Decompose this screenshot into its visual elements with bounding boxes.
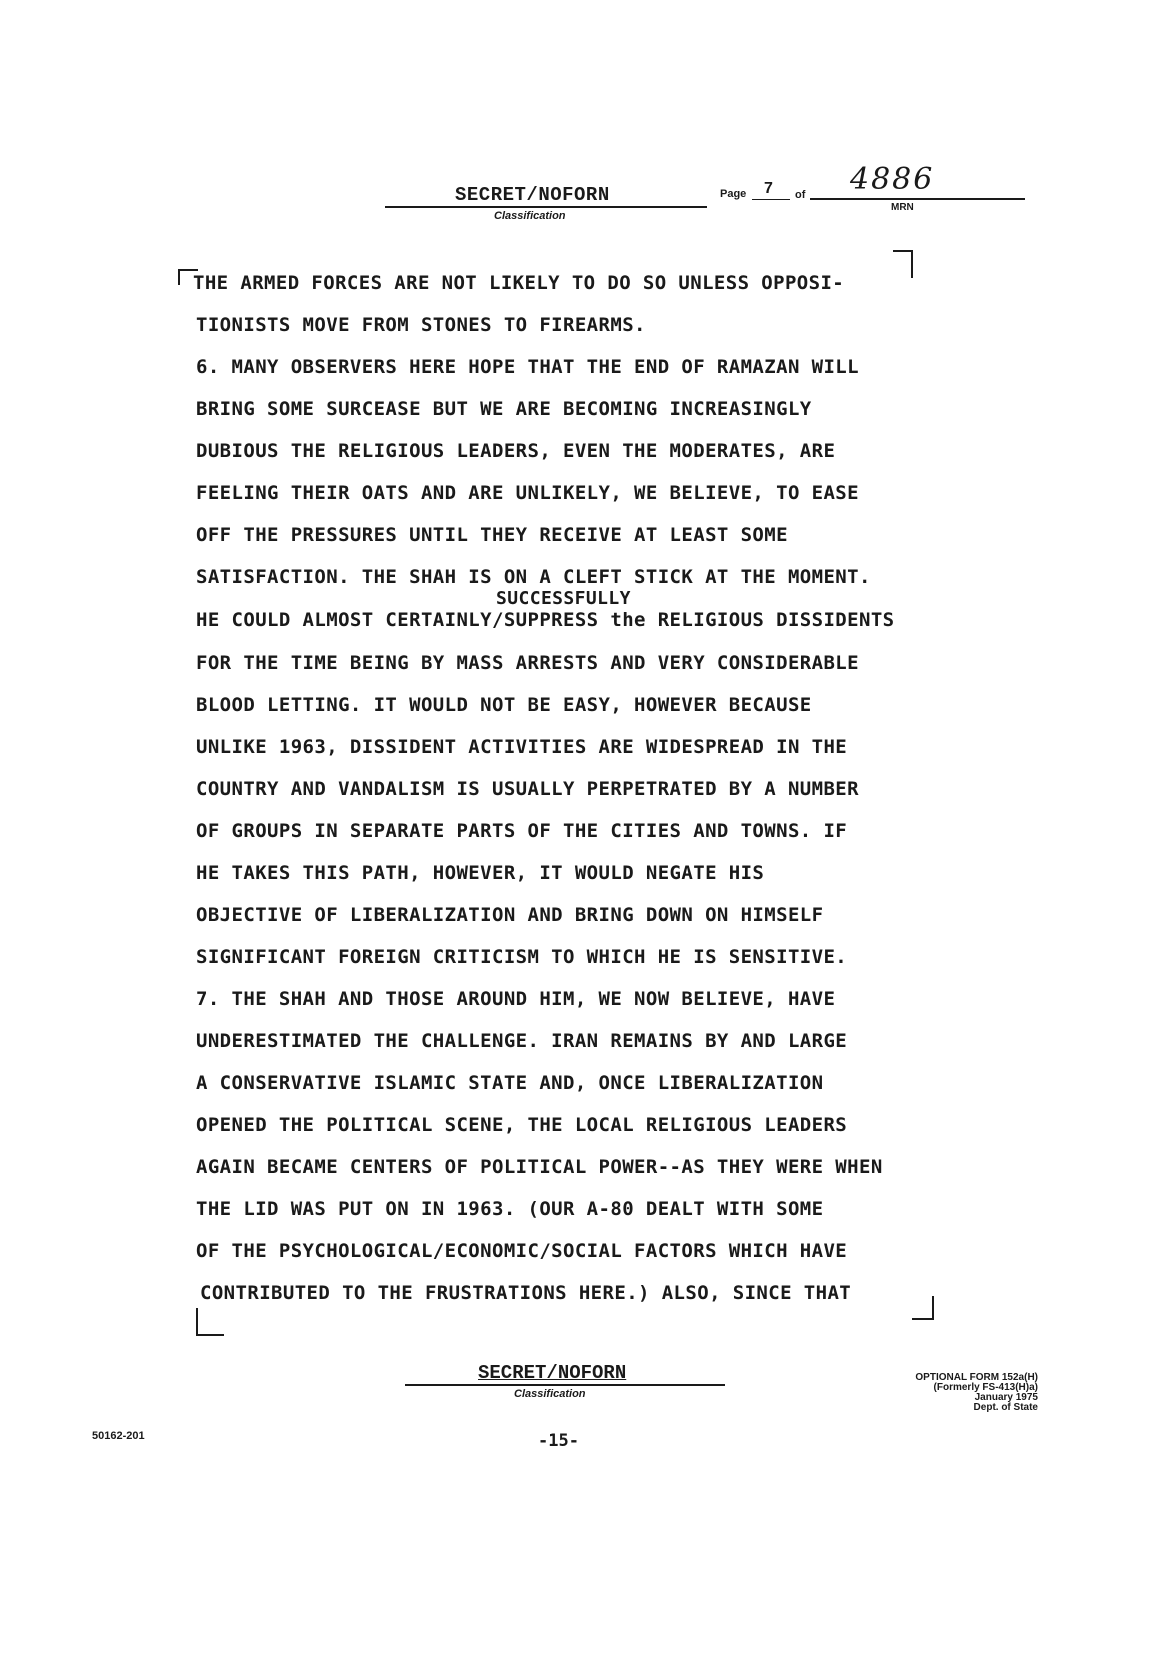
- body-line: 6. MANY OBSERVERS HERE HOPE THAT THE END OF RAMAZAN WILL: [196, 356, 859, 378]
- form-info-line: Dept. of State: [973, 1402, 1038, 1413]
- body-line: SATISFACTION. THE SHAH IS ON A CLEFT STICK AT THE MOMENT.: [196, 566, 871, 588]
- body-line: FOR THE TIME BEING BY MASS ARRESTS AND VERY CONSIDERABLE: [196, 652, 859, 674]
- body-line: THE LID WAS PUT ON IN 1963. (OUR A-80 DEALT WITH SOME: [196, 1198, 824, 1220]
- top-right-bracket: [893, 250, 913, 278]
- header-classification-rule: [385, 206, 707, 208]
- mrn-label: MRN: [891, 202, 914, 213]
- body-line: CONTRIBUTED TO THE FRUSTRATIONS HERE.) ALSO, SINCE THAT: [200, 1282, 852, 1304]
- body-line: DUBIOUS THE RELIGIOUS LEADERS, EVEN THE MODERATES, ARE: [196, 440, 836, 462]
- of-label: of: [795, 189, 806, 201]
- header-classification: SECRET/NOFORN: [455, 184, 610, 206]
- body-line: A CONSERVATIVE ISLAMIC STATE AND, ONCE LIBERALIZATION: [196, 1072, 824, 1094]
- body-line: HE TAKES THIS PATH, HOWEVER, IT WOULD NEGATE HIS: [196, 862, 765, 884]
- page-marker: -15-: [538, 1431, 579, 1451]
- body-line: THE ARMED FORCES ARE NOT LIKELY TO DO SO UNLESS OPPOSI-: [193, 272, 845, 294]
- mrn-handwritten: 4886: [850, 162, 935, 197]
- page-number: 7: [764, 180, 773, 197]
- header-classification-caption: Classification: [494, 210, 566, 222]
- body-line: UNDERESTIMATED THE CHALLENGE. IRAN REMAINS BY AND LARGE: [196, 1030, 848, 1052]
- body-line: OF GROUPS IN SEPARATE PARTS OF THE CITIES AND TOWNS. IF: [196, 820, 848, 842]
- body-line: OPENED THE POLITICAL SCENE, THE LOCAL RELIGIOUS LEADERS: [196, 1114, 848, 1136]
- page-label: Page: [720, 188, 747, 200]
- document-id: 50162-201: [92, 1430, 145, 1442]
- body-line: OBJECTIVE OF LIBERALIZATION AND BRING DOWN ON HIMSELF: [196, 904, 824, 926]
- page-number-rule: [752, 199, 790, 200]
- body-line: SIGNIFICANT FOREIGN CRITICISM TO WHICH HE IS SENSITIVE.: [196, 946, 848, 968]
- form-info-line: (Formerly FS-413(H)a): [933, 1382, 1038, 1393]
- footer-classification: SECRET/NOFORN: [478, 1362, 627, 1384]
- body-line: BLOOD LETTING. IT WOULD NOT BE EASY, HOWEVER BECAUSE: [196, 694, 812, 716]
- footer-classification-caption: Classification: [514, 1388, 586, 1400]
- footer-classification-rule: [405, 1384, 725, 1386]
- mrn-rule: [810, 198, 1025, 200]
- bottom-left-bracket: [196, 1308, 224, 1336]
- body-line: COUNTRY AND VANDALISM IS USUALLY PERPETRATED BY A NUMBER: [196, 778, 859, 800]
- body-line: AGAIN BECAME CENTERS OF POLITICAL POWER--AS THEY WERE WHEN: [196, 1156, 883, 1178]
- body-line: BRING SOME SURCEASE BUT WE ARE BECOMING INCREASINGLY: [196, 398, 812, 420]
- body-line: OFF THE PRESSURES UNTIL THEY RECEIVE AT LEAST SOME: [196, 524, 788, 546]
- body-line: OF THE PSYCHOLOGICAL/ECONOMIC/SOCIAL FACTORS WHICH HAVE: [196, 1240, 848, 1262]
- body-line: UNLIKE 1963, DISSIDENT ACTIVITIES ARE WIDESPREAD IN THE: [196, 736, 848, 758]
- form-info: [858, 1373, 1038, 1413]
- body-line: FEELING THEIR OATS AND ARE UNLIKELY, WE BELIEVE, TO EASE: [196, 482, 859, 504]
- handwritten-insertion: SUCCESSFULLY: [496, 588, 631, 609]
- bottom-right-bracket: [912, 1296, 934, 1320]
- body-line: 7. THE SHAH AND THOSE AROUND HIM, WE NOW BELIEVE, HAVE: [196, 988, 836, 1010]
- body-line: HE COULD ALMOST CERTAINLY/SUPPRESS the RELIGIOUS DISSIDENTS: [196, 609, 895, 631]
- form-info-line: January 1975: [974, 1392, 1038, 1403]
- form-info-line: OPTIONAL FORM 152a(H): [915, 1372, 1038, 1383]
- body-line: TIONISTS MOVE FROM STONES TO FIREARMS.: [196, 314, 646, 336]
